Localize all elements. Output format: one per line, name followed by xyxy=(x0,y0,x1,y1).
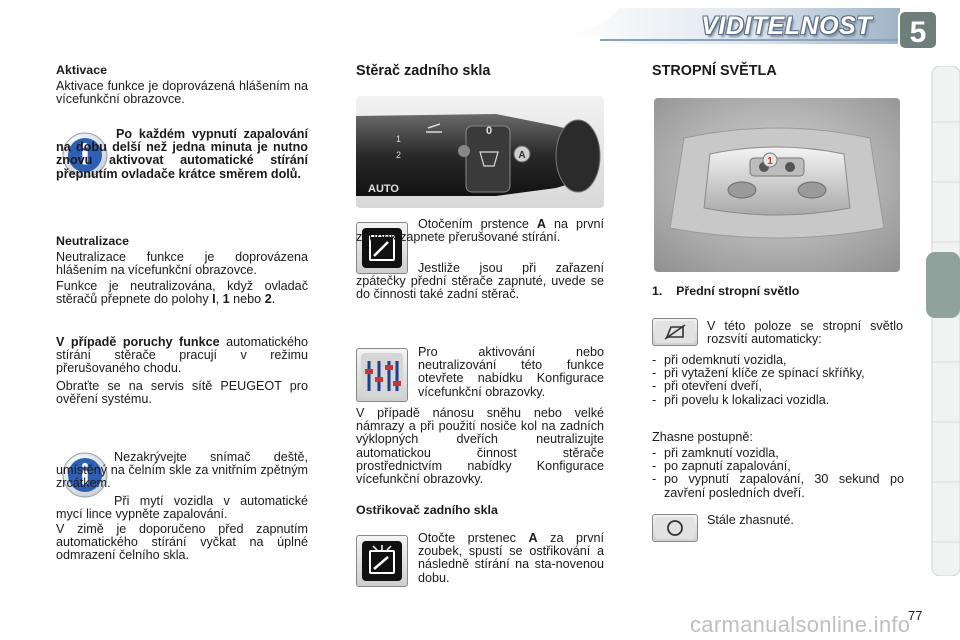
washer-text: Otočte prstenec A za první zoubek, spustí se ostřikování a následně stírání na sta-novenou dobu. xyxy=(418,531,604,585)
list-item: - při vytažení klíče ze spínací skříňky, xyxy=(652,367,904,380)
list-item: - při zamknutí vozidla, xyxy=(652,447,904,460)
fault-service-text: Obraťte se na servis sítě PEUGEOT pro ověření systému. xyxy=(56,379,308,407)
stalk-label-auto: AUTO xyxy=(368,183,399,195)
front-light-item: 1. Přední stropní světlo xyxy=(652,284,800,298)
info-note-1: Po každém vypnutí zapalování na dobu delší než jedna minuta je nutno znovu aktivovat automatické stírání přepnutím ovladače krátce směrem dolů. xyxy=(56,127,308,181)
chapter-number: 5 xyxy=(909,16,927,49)
auto-mode-list xyxy=(652,354,904,407)
ring-a-label: A xyxy=(518,150,526,161)
fault-text: V případě poruchy funkce automatického stírání stěrače pracují v režimu přerušovaného chodu. xyxy=(56,335,309,376)
neutralization-text-1: Neutralizace funkce je doprovázena hlášením na vícefunkční obrazovce. xyxy=(56,250,308,278)
always-off-text: Stále zhasnuté. xyxy=(707,513,794,527)
page-number: 77 xyxy=(908,608,923,623)
chapter-tabs xyxy=(926,66,960,576)
page-title: VIDITELNOST xyxy=(701,12,872,40)
activation-text: Aktivace funkce je doprovázená hlášením na vícefunkční obrazovce. xyxy=(56,79,308,107)
watermark: carmanualsonline.info xyxy=(690,612,911,637)
fade-out-heading: Zhasne postupně: xyxy=(652,430,753,444)
rear-wiper-heading: Stěrač zadního skla xyxy=(356,63,491,79)
activation-heading: Aktivace xyxy=(56,63,107,77)
photo-callout-1: 1 xyxy=(767,156,773,167)
auto-mode-text: V této poloze se stropní světlo rozsvítí automaticky: xyxy=(707,319,903,347)
off-mode-icon xyxy=(652,514,698,542)
list-item: - při otevření dveří, xyxy=(652,380,904,393)
neutralization-heading: Neutralizace xyxy=(56,234,130,248)
fade-out-list xyxy=(652,447,904,500)
list-item: - při odemknutí vozidla, xyxy=(652,354,904,367)
neutralization-text-2: Funkce je neutralizována, když ovladač stěračů přepnete do polohy I, 1 nebo 2. xyxy=(56,279,308,307)
stalk-label-0: 0 xyxy=(486,125,493,137)
rear-washer-heading: Ostřikovač zadního skla xyxy=(356,503,498,517)
ceiling-light-photo xyxy=(654,98,900,272)
info-note-2-sensor: Nezakrývejte snímač deště, umístěný na čelním skle za vnitřním zpětným zrcátkem. xyxy=(56,450,308,491)
list-item: - po vypnutí zapalování, 30 sekund po zavření posledních dveří. xyxy=(652,473,904,499)
rotate-ring-text: Otočením prstence A na první zoubek zapnete přerušované stírání. xyxy=(356,217,604,245)
ceiling-lights-heading: STROPNÍ SVĚTLA xyxy=(652,63,777,79)
door-mode-icon xyxy=(652,318,698,346)
config-text: Pro aktivování nebo neutralizování této funkce otevřete nabídku Konfigurace vícefunkční obrazovky. xyxy=(418,345,604,399)
rear-washer-icon xyxy=(356,535,408,587)
info-note-2-winter: V zimě je doporučeno před zapnutím automatického stírání vyčkat na úplné odmrazení čelního skla. xyxy=(56,522,308,563)
stalk-label-1: 1 xyxy=(396,134,402,144)
list-item: - při povelu k lokalizaci vozidla. xyxy=(652,394,904,407)
snow-text: V případě nánosu sněhu nebo velké námrazy a při použití nosiče kol na zadních výklopných dveřích neutralizujte automatickou činnost stěrače prostřednictvím nabídky Konfigurace vícefunkční obrazovky. xyxy=(356,406,604,487)
chapter-badge xyxy=(896,8,940,52)
stalk-label-2: 2 xyxy=(396,150,402,160)
info-note-2-carwash: Při mytí vozidla v automatické mycí lince vypněte zapalování. xyxy=(56,494,308,522)
reverse-gear-text: Jestliže jsou při zařazení zpátečky přední stěrače zapnuté, uvede se do činnosti také zadní stěrač. xyxy=(356,261,604,302)
list-item: - po zapnutí zapalování, xyxy=(652,460,904,473)
wiper-stalk-photo xyxy=(356,96,604,208)
config-menu-icon xyxy=(356,348,408,402)
